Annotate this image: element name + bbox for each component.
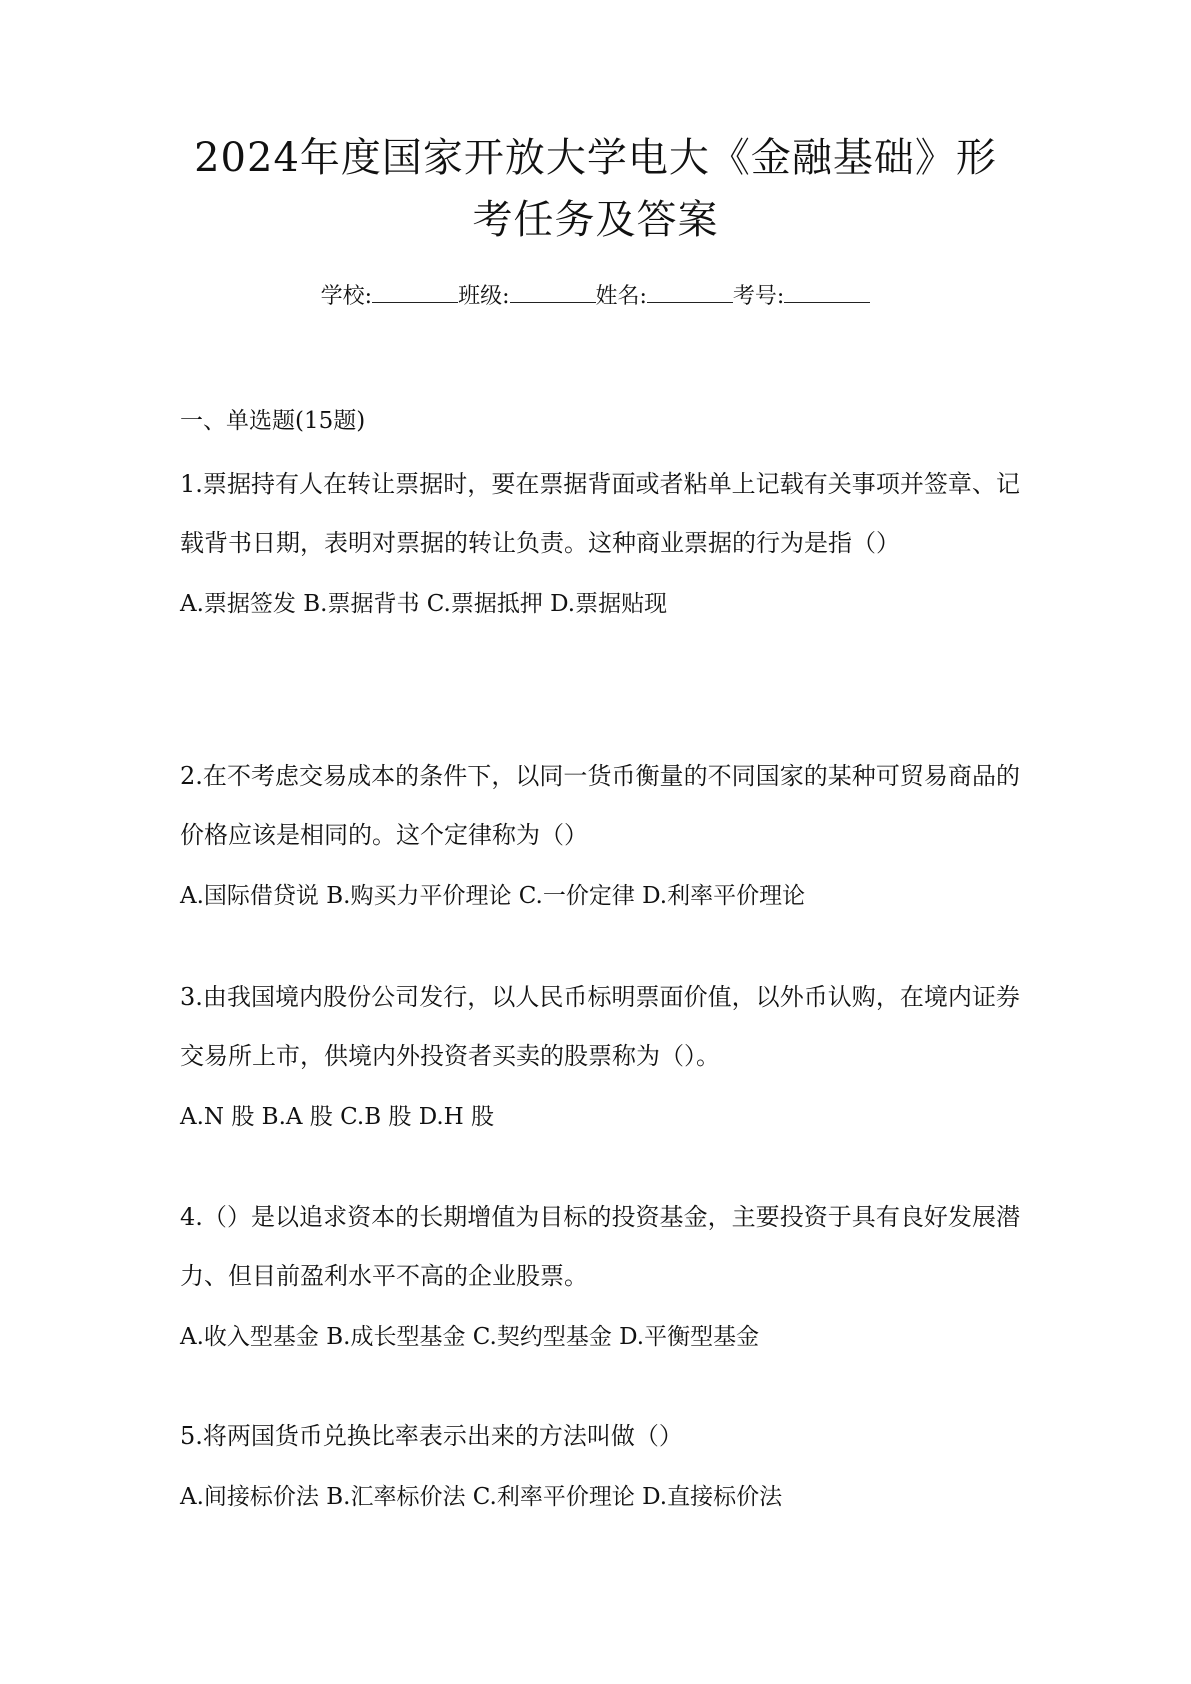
document-title-line-1: 2024年度国家开放大学电大《金融基础》形 (194, 135, 997, 181)
question-1 (180, 455, 1020, 621)
question-options: A.N 股 B.A 股 C.B 股 D.H 股 (180, 1104, 495, 1130)
student-info-row (0, 280, 1191, 313)
question-3 (180, 968, 1020, 1134)
question-stem: 3.由我国境内股份公司发行，以人民币标明票面价值，以外币认购，在境内证券交易所上市，供境内外投资者买卖的股票称为（）。 (180, 983, 1020, 1070)
section-heading-single-choice: 一、单选题(15题) (180, 408, 366, 434)
question-4 (180, 1188, 1020, 1354)
question-stem: 4.（）是以追求资本的长期增值为目标的投资基金，主要投资于具有良好发展潜力、但目前盈利水平不高的企业股票。 (180, 1203, 1020, 1290)
question-options: A.收入型基金 B.成长型基金 C.契约型基金 D.平衡型基金 (180, 1324, 760, 1350)
question-options: A.国际借贷说 B.购买力平价理论 C.一价定律 D.利率平价理论 (180, 883, 806, 909)
question-2 (180, 747, 1020, 913)
name-label: 姓名: (595, 284, 647, 309)
class-blank (510, 280, 596, 303)
question-options: A.票据签发 B.票据背书 C.票据抵押 D.票据贴现 (180, 591, 668, 617)
question-options: A.间接标价法 B.汇率标价法 C.利率平价理论 D.直接标价法 (180, 1484, 783, 1510)
name-field (596, 280, 733, 313)
school-blank (372, 280, 458, 303)
class-field (458, 280, 595, 313)
exam-number-label: 考号: (732, 284, 785, 309)
class-label: 班级: (458, 284, 510, 309)
question-5 (180, 1407, 1020, 1514)
question-stem: 5.将两国货币兑换比率表示出来的方法叫做（） (180, 1422, 683, 1450)
exam-number-field (733, 280, 870, 313)
exam-number-blank (784, 280, 870, 303)
school-field (321, 280, 458, 313)
question-stem: 1.票据持有人在转让票据时，要在票据背面或者粘单上记载有关事项并签章、记载背书日期，表明对票据的转让负责。这种商业票据的行为是指（） (180, 470, 1020, 557)
question-stem: 2.在不考虑交易成本的条件下，以同一货币衡量的不同国家的某种可贸易商品的价格应该是相同的。这个定律称为（） (180, 762, 1020, 849)
document-title-line-2: 考任务及答案 (472, 197, 719, 243)
name-blank (647, 280, 733, 303)
school-label: 学校: (320, 284, 373, 309)
